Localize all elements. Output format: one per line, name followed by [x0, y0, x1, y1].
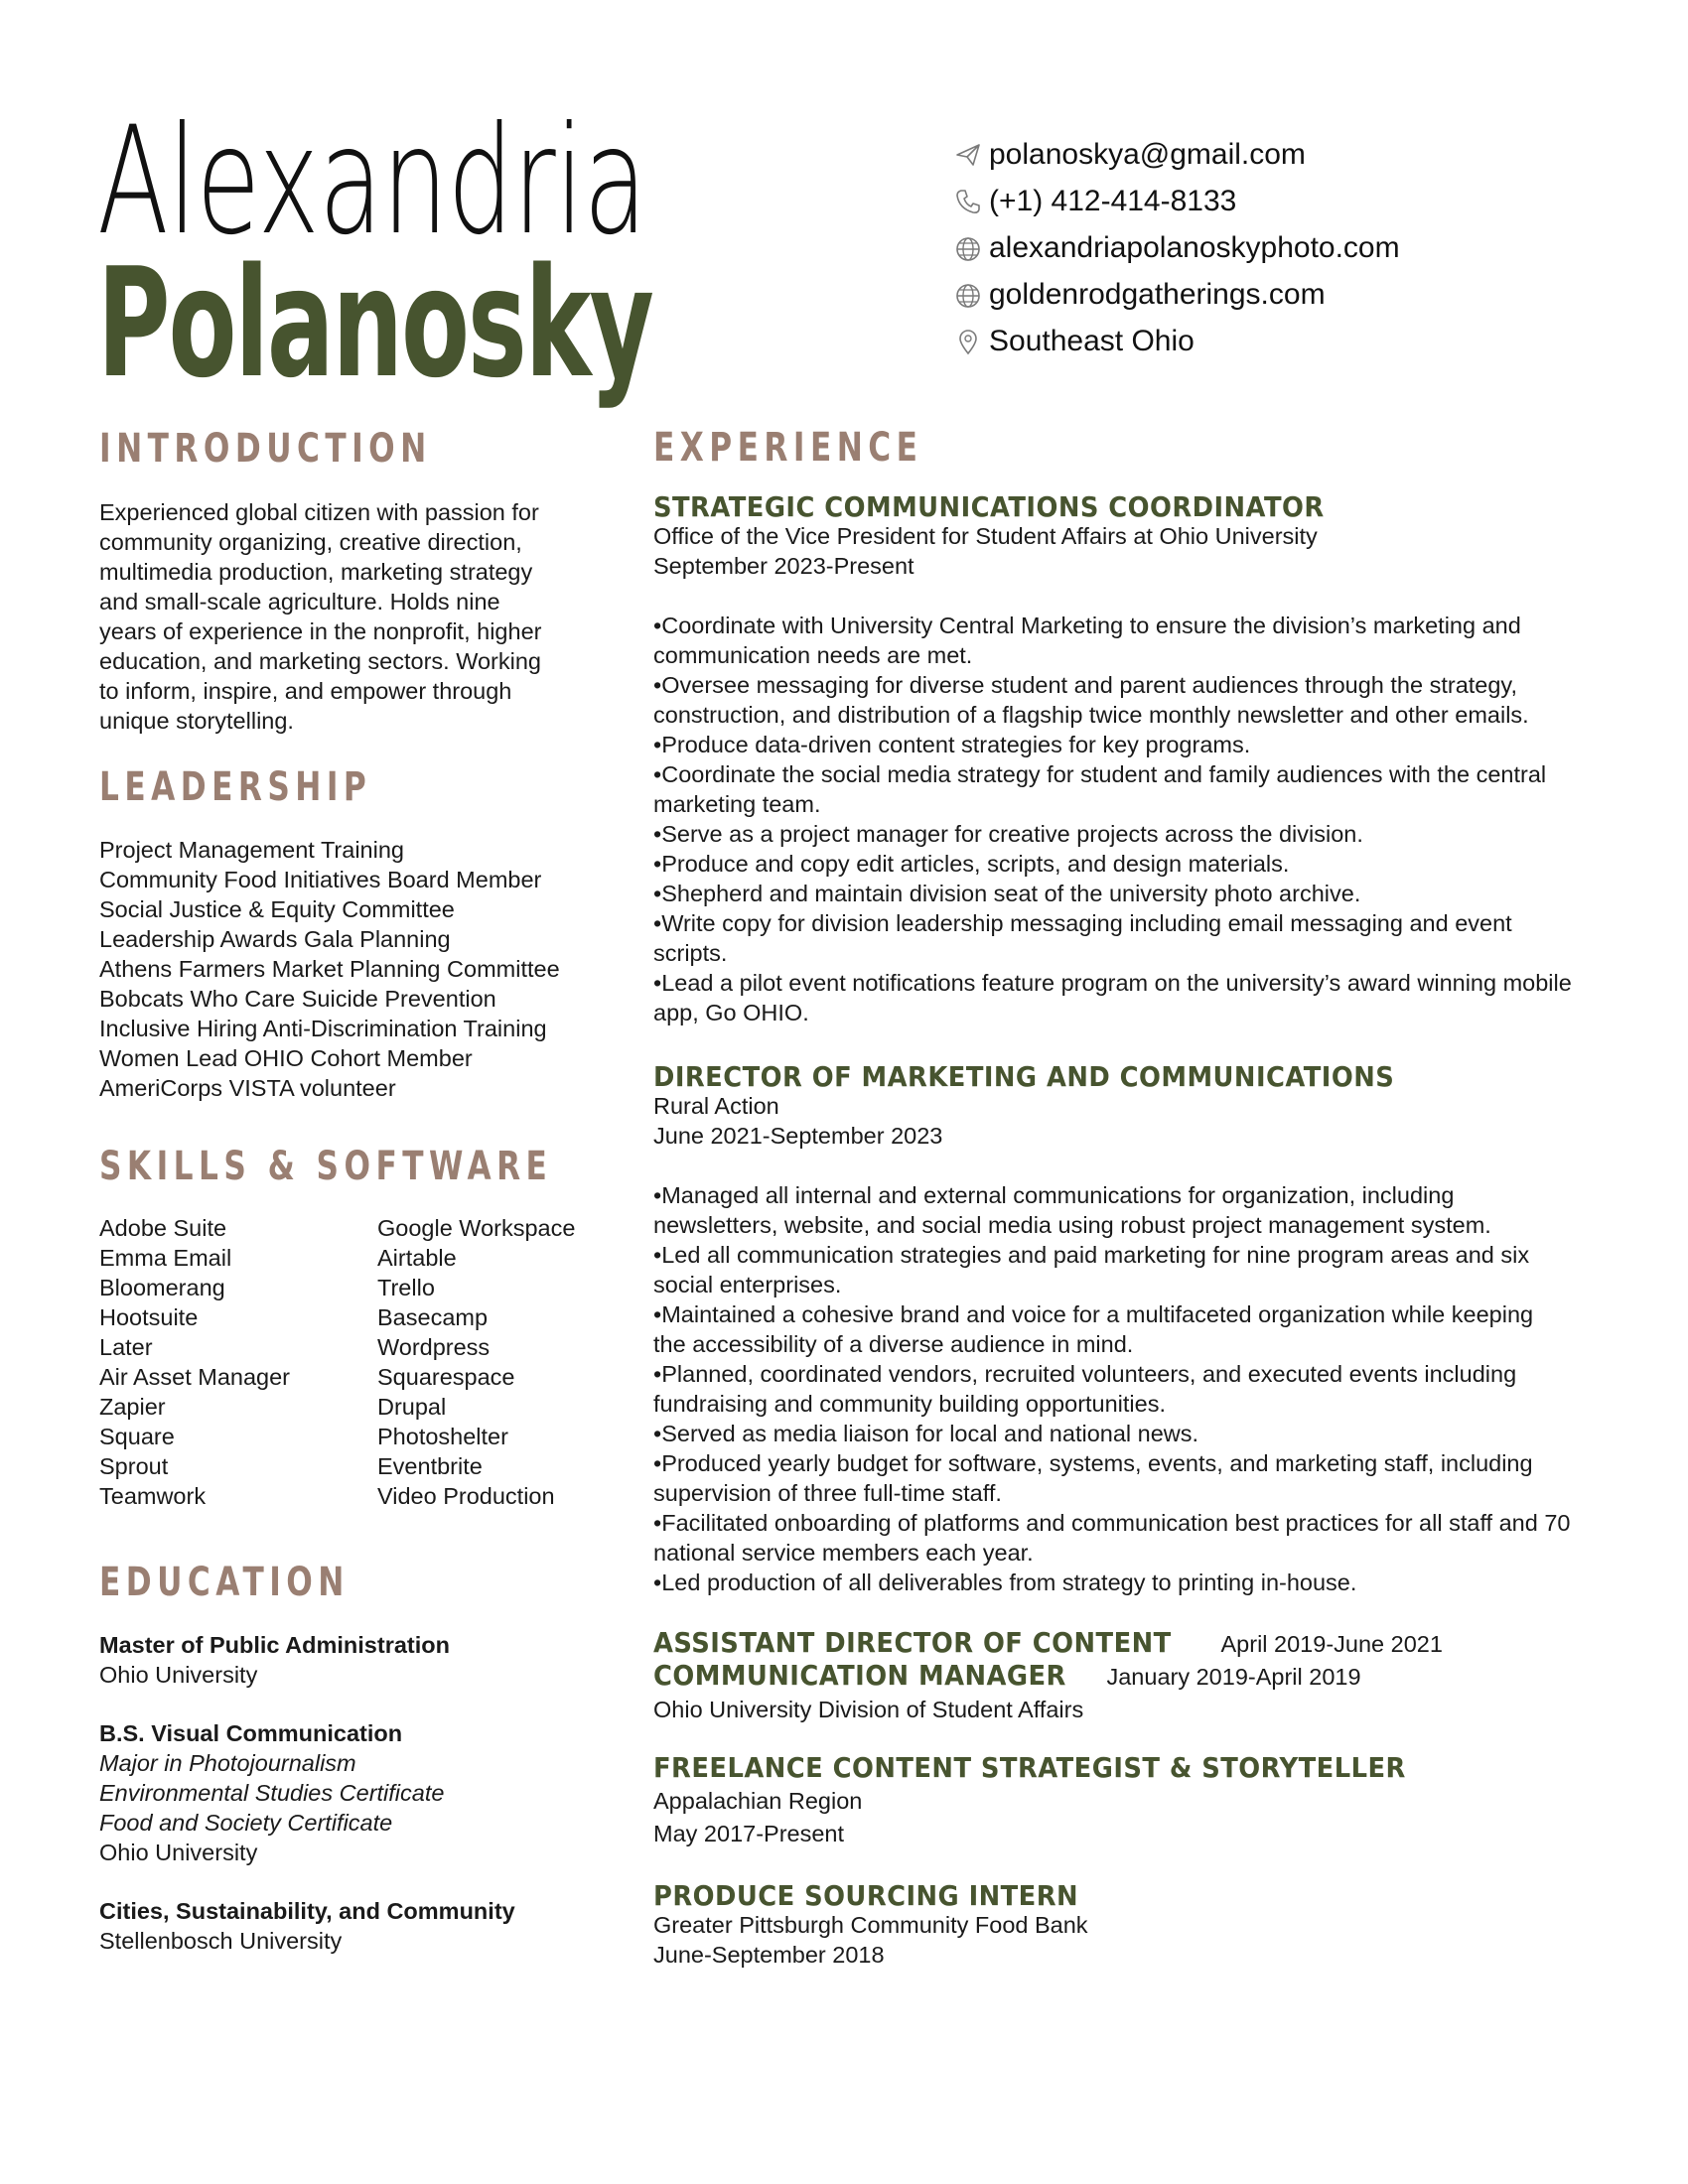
bullet-line: •Maintained a cohesive brand and voice for a multifaceted organization while keeping: [653, 1301, 1534, 1327]
job-title: FREELANCE CONTENT STRATEGIST & STORYTELLER: [653, 1751, 1406, 1784]
location-text: Southeast Ohio: [989, 324, 1195, 357]
job-dates: May 2017-Present: [653, 1821, 845, 1846]
bullet-line: social enterprises.: [653, 1272, 842, 1297]
contact-website-1[interactable]: [953, 224, 1400, 271]
list-item: Video Production: [377, 1483, 555, 1509]
job-entry: [653, 490, 1597, 1027]
list-item: Community Food Initiatives Board Member: [99, 867, 542, 892]
list-item: Photoshelter: [377, 1424, 508, 1449]
website-1-text: alexandriapolanoskyphoto.com: [989, 230, 1400, 264]
map-pin-icon: [953, 327, 983, 356]
intro-line: education, and marketing sectors. Working: [99, 648, 541, 674]
bullet-line: construction, and distribution of a flagship twice monthly newsletter and other emails.: [653, 702, 1529, 728]
degree-detail: Food and Society Certificate: [99, 1810, 393, 1836]
job-org: Office of the Vice President for Student Affairs at Ohio University: [653, 523, 1318, 549]
skills-column-2: [377, 1213, 575, 1511]
list-item: Later: [99, 1334, 153, 1360]
intro-line: community organizing, creative direction,: [99, 529, 522, 555]
intro-line: and small-scale agriculture. Holds nine: [99, 589, 500, 614]
education-entry: [99, 1718, 596, 1867]
school-name: Stellenbosch University: [99, 1928, 343, 1954]
bullet-line: fundraising and community building opportunities.: [653, 1391, 1167, 1417]
leadership-heading: LEADERSHIP: [99, 764, 372, 810]
job-entry: [653, 1751, 1597, 1848]
list-item: Bloomerang: [99, 1275, 225, 1300]
school-name: Ohio University: [99, 1840, 258, 1865]
job-title: ASSISTANT DIRECTOR OF CONTENT: [653, 1626, 1172, 1659]
list-item: Social Justice & Equity Committee: [99, 896, 455, 922]
email-text: polanoskya@gmail.com: [989, 137, 1306, 171]
list-item: Trello: [377, 1275, 435, 1300]
bullet-line: •Oversee messaging for diverse student and parent audiences through the strategy,: [653, 672, 1517, 698]
bullet-line: •Served as media liaison for local and national news.: [653, 1421, 1199, 1446]
contact-phone[interactable]: [953, 178, 1400, 224]
list-item: Women Lead OHIO Cohort Member: [99, 1045, 473, 1071]
last-name: Polanosky: [97, 235, 652, 411]
bullet-line: •Coordinate with University Central Marketing to ensure the division’s marketing and: [653, 613, 1521, 638]
job-title: DIRECTOR OF MARKETING AND COMMUNICATIONS: [653, 1060, 1395, 1093]
job-title: STRATEGIC COMMUNICATIONS COORDINATOR: [653, 490, 1325, 523]
introduction-text: [99, 497, 576, 736]
globe-icon: [953, 233, 983, 263]
leadership-list: [99, 835, 596, 1103]
phone-icon: [953, 187, 983, 216]
bullet-line: •Serve as a project manager for creative projects across the division.: [653, 821, 1363, 847]
skills-section: [99, 1144, 596, 1511]
job-dates: September 2023-Present: [653, 553, 914, 579]
bullet-line: newsletters, website, and social media using robust project management system.: [653, 1212, 1491, 1238]
list-item: AmeriCorps VISTA volunteer: [99, 1075, 396, 1101]
education-entry: [99, 1896, 596, 1956]
bullet-line: marketing team.: [653, 791, 821, 817]
contact-location: [953, 318, 1400, 364]
job-title: COMMUNICATION MANAGER: [653, 1659, 1066, 1692]
website-2-text: goldenrodgatherings.com: [989, 277, 1326, 311]
first-name: Alexandria: [97, 95, 647, 268]
job-org: Rural Action: [653, 1093, 779, 1119]
contact-block: [953, 131, 1400, 364]
list-item: Zapier: [99, 1394, 166, 1420]
intro-line: Experienced global citizen with passion for: [99, 499, 539, 525]
list-item: Athens Farmers Market Planning Committee: [99, 956, 560, 982]
bullet-line: app, Go OHIO.: [653, 1000, 809, 1025]
degree-title: Cities, Sustainability, and Community: [99, 1898, 515, 1924]
skills-heading: SKILLS & SOFTWARE: [99, 1144, 553, 1189]
job-entry: [653, 1879, 1597, 1970]
list-item: Sprout: [99, 1453, 169, 1479]
job-title: PRODUCE SOURCING INTERN: [653, 1879, 1079, 1912]
intro-line: to inform, inspire, and empower through: [99, 678, 512, 704]
bullet-line: •Led all communication strategies and paid marketing for nine program areas and six: [653, 1242, 1530, 1268]
list-item: Wordpress: [377, 1334, 491, 1360]
job-entry: [653, 1060, 1597, 1597]
contact-email[interactable]: [953, 131, 1400, 178]
phone-text: (+1) 412-414-8133: [989, 184, 1237, 217]
bullet-line: •Shepherd and maintain division seat of the university photo archive.: [653, 881, 1361, 906]
bullet-line: communication needs are met.: [653, 642, 973, 668]
bullet-line: •Facilitated onboarding of platforms and communication best practices for all staff and 70: [653, 1510, 1571, 1536]
job-org: Appalachian Region: [653, 1788, 863, 1814]
bullet-line: •Produced yearly budget for software, systems, events, and marketing staff, including: [653, 1450, 1533, 1476]
list-item: Basecamp: [377, 1304, 489, 1330]
skills-list: [99, 1213, 596, 1511]
bullet-line: •Led production of all deliverables from strategy to printing in-house.: [653, 1570, 1357, 1595]
list-item: Inclusive Hiring Anti-Discrimination Training: [99, 1016, 547, 1041]
job-bullets: [653, 1180, 1597, 1597]
introduction-heading: INTRODUCTION: [99, 426, 432, 472]
bullet-line: •Coordinate the social media strategy for student and family audiences with the central: [653, 761, 1547, 787]
intro-line: years of experience in the nonprofit, higher: [99, 618, 542, 644]
job-bullets: [653, 611, 1597, 1027]
list-item: Bobcats Who Care Suicide Prevention: [99, 986, 496, 1012]
bullet-line: •Produce data-driven content strategies for key programs.: [653, 732, 1251, 757]
job-dates: April 2019-June 2021: [1220, 1631, 1443, 1657]
list-item: Adobe Suite: [99, 1215, 227, 1241]
job-dates: June-September 2018: [653, 1942, 885, 1968]
job-entry: [653, 1626, 1597, 1724]
globe-icon: [953, 280, 983, 310]
education-heading: EDUCATION: [99, 1560, 350, 1605]
bullet-line: scripts.: [653, 940, 728, 966]
degree-title: Master of Public Administration: [99, 1632, 450, 1658]
job-org: Greater Pittsburgh Community Food Bank: [653, 1912, 1088, 1938]
job-dates: January 2019-April 2019: [1106, 1664, 1361, 1690]
bullet-line: national service members each year.: [653, 1540, 1034, 1566]
job-org: Ohio University Division of Student Affairs: [653, 1697, 1084, 1722]
education-section: [99, 1560, 596, 1956]
experience-section: [653, 425, 1597, 1970]
list-item: Leadership Awards Gala Planning: [99, 926, 451, 952]
list-item: Hootsuite: [99, 1304, 199, 1330]
list-item: Air Asset Manager: [99, 1364, 291, 1390]
introduction-section: [99, 426, 596, 736]
bullet-line: •Managed all internal and external communications for organization, including: [653, 1182, 1455, 1208]
list-item: Eventbrite: [377, 1453, 483, 1479]
intro-line: unique storytelling.: [99, 708, 294, 734]
list-item: Emma Email: [99, 1245, 232, 1271]
contact-website-2[interactable]: [953, 271, 1400, 318]
list-item: Drupal: [377, 1394, 447, 1420]
school-name: Ohio University: [99, 1662, 258, 1688]
skills-column-1: [99, 1213, 377, 1511]
list-item: Google Workspace: [377, 1215, 576, 1241]
intro-line: multimedia production, marketing strategy: [99, 559, 533, 585]
list-item: Teamwork: [99, 1483, 207, 1509]
list-item: Squarespace: [377, 1364, 515, 1390]
bullet-line: supervision of three full-time staff.: [653, 1480, 1002, 1506]
bullet-line: •Write copy for division leadership messaging including email messaging and event: [653, 910, 1512, 936]
list-item: Project Management Training: [99, 837, 404, 863]
job-dates: June 2021-September 2023: [653, 1123, 943, 1149]
bullet-line: •Produce and copy edit articles, scripts, and design materials.: [653, 851, 1290, 877]
leadership-section: [99, 764, 596, 1103]
education-entry: [99, 1630, 596, 1690]
bullet-line: the accessibility of a diverse audience in mind.: [653, 1331, 1134, 1357]
degree-detail: Environmental Studies Certificate: [99, 1780, 445, 1806]
list-item: Airtable: [377, 1245, 457, 1271]
bullet-line: •Planned, coordinated vendors, recruited volunteers, and executed events including: [653, 1361, 1517, 1387]
paper-plane-icon: [953, 140, 983, 170]
degree-detail: Major in Photojournalism: [99, 1750, 356, 1776]
degree-title: B.S. Visual Communication: [99, 1720, 403, 1746]
list-item: Square: [99, 1424, 175, 1449]
experience-heading: EXPERIENCE: [653, 425, 923, 471]
bullet-line: •Lead a pilot event notifications feature program on the university’s award winning mobile: [653, 970, 1572, 996]
